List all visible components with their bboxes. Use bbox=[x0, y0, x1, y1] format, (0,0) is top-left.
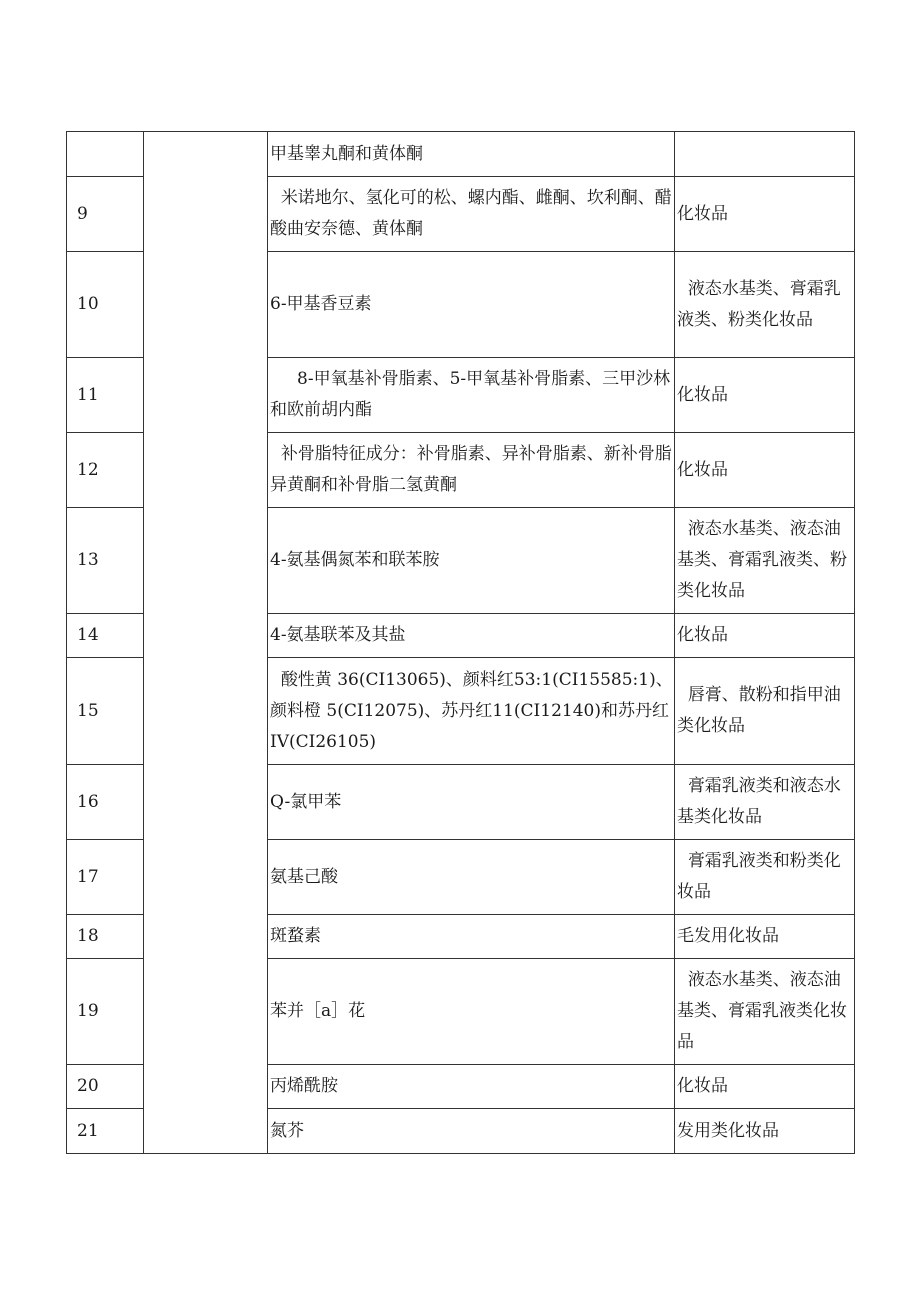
ingredient-table bbox=[66, 131, 855, 1154]
row-number: 20 bbox=[67, 1065, 144, 1109]
scope-cell: 毛发用化妆品 bbox=[675, 915, 855, 959]
row-number: 14 bbox=[67, 614, 144, 658]
ingredient-cell: 6-甲基香豆素 bbox=[268, 252, 675, 358]
scope-cell: 化妆品 bbox=[675, 177, 855, 252]
row-number: 10 bbox=[67, 252, 144, 358]
scope-cell: 膏霜乳液类和液态水基类化妆品 bbox=[675, 765, 855, 840]
scope-cell: 液态水基类、液态油基类、膏霜乳液类化妆品 bbox=[675, 959, 855, 1065]
row-number: 12 bbox=[67, 433, 144, 508]
ingredient-cell: 氨基己酸 bbox=[268, 840, 675, 915]
row-number: 16 bbox=[67, 765, 144, 840]
ingredient-cell: 补骨脂特征成分：补骨脂素、异补骨脂素、新补骨脂异黄酮和补骨脂二氢黄酮 bbox=[268, 433, 675, 508]
scope-cell: 发用类化妆品 bbox=[675, 1109, 855, 1154]
ingredient-cell: 苯并［a］花 bbox=[268, 959, 675, 1065]
scope-cell: 化妆品 bbox=[675, 614, 855, 658]
ingredient-cell: 8-甲氧基补骨脂素、5-甲氧基补骨脂素、三甲沙林和欧前胡内酯 bbox=[268, 358, 675, 433]
row-number bbox=[67, 132, 144, 177]
category-cell bbox=[144, 132, 268, 1154]
row-number: 19 bbox=[67, 959, 144, 1065]
ingredient-cell: 斑蝥素 bbox=[268, 915, 675, 959]
table-row bbox=[67, 132, 855, 177]
row-number: 11 bbox=[67, 358, 144, 433]
scope-cell: 唇膏、散粉和指甲油类化妆品 bbox=[675, 658, 855, 765]
scope-cell: 化妆品 bbox=[675, 1065, 855, 1109]
ingredient-cell: 氮芥 bbox=[268, 1109, 675, 1154]
scope-cell: 化妆品 bbox=[675, 433, 855, 508]
ingredient-cell: 米诺地尔、氢化可的松、螺内酯、雌酮、坎利酮、醋酸曲安奈德、黄体酮 bbox=[268, 177, 675, 252]
ingredient-cell: 4-氨基联苯及其盐 bbox=[268, 614, 675, 658]
row-number: 18 bbox=[67, 915, 144, 959]
row-number: 21 bbox=[67, 1109, 144, 1154]
scope-cell bbox=[675, 132, 855, 177]
scope-cell: 液态水基类、膏霜乳液类、粉类化妆品 bbox=[675, 252, 855, 358]
scope-cell: 液态水基类、液态油基类、膏霜乳液类、粉类化妆品 bbox=[675, 508, 855, 614]
ingredient-cell: 酸性黄 36(CI13065)、颜料红53:1(CI15585:1)、颜料橙 5(CI12075)、苏丹红11(CI12140)和苏丹红 IV(CI26105) bbox=[268, 658, 675, 765]
row-number: 9 bbox=[67, 177, 144, 252]
row-number: 15 bbox=[67, 658, 144, 765]
ingredient-cell: 甲基睾丸酮和黄体酮 bbox=[268, 132, 675, 177]
row-number: 13 bbox=[67, 508, 144, 614]
row-number: 17 bbox=[67, 840, 144, 915]
ingredient-cell: Q-氯甲苯 bbox=[268, 765, 675, 840]
ingredient-cell: 4-氨基偶氮苯和联苯胺 bbox=[268, 508, 675, 614]
scope-cell: 膏霜乳液类和粉类化妆品 bbox=[675, 840, 855, 915]
scope-cell: 化妆品 bbox=[675, 358, 855, 433]
ingredient-cell: 丙烯酰胺 bbox=[268, 1065, 675, 1109]
